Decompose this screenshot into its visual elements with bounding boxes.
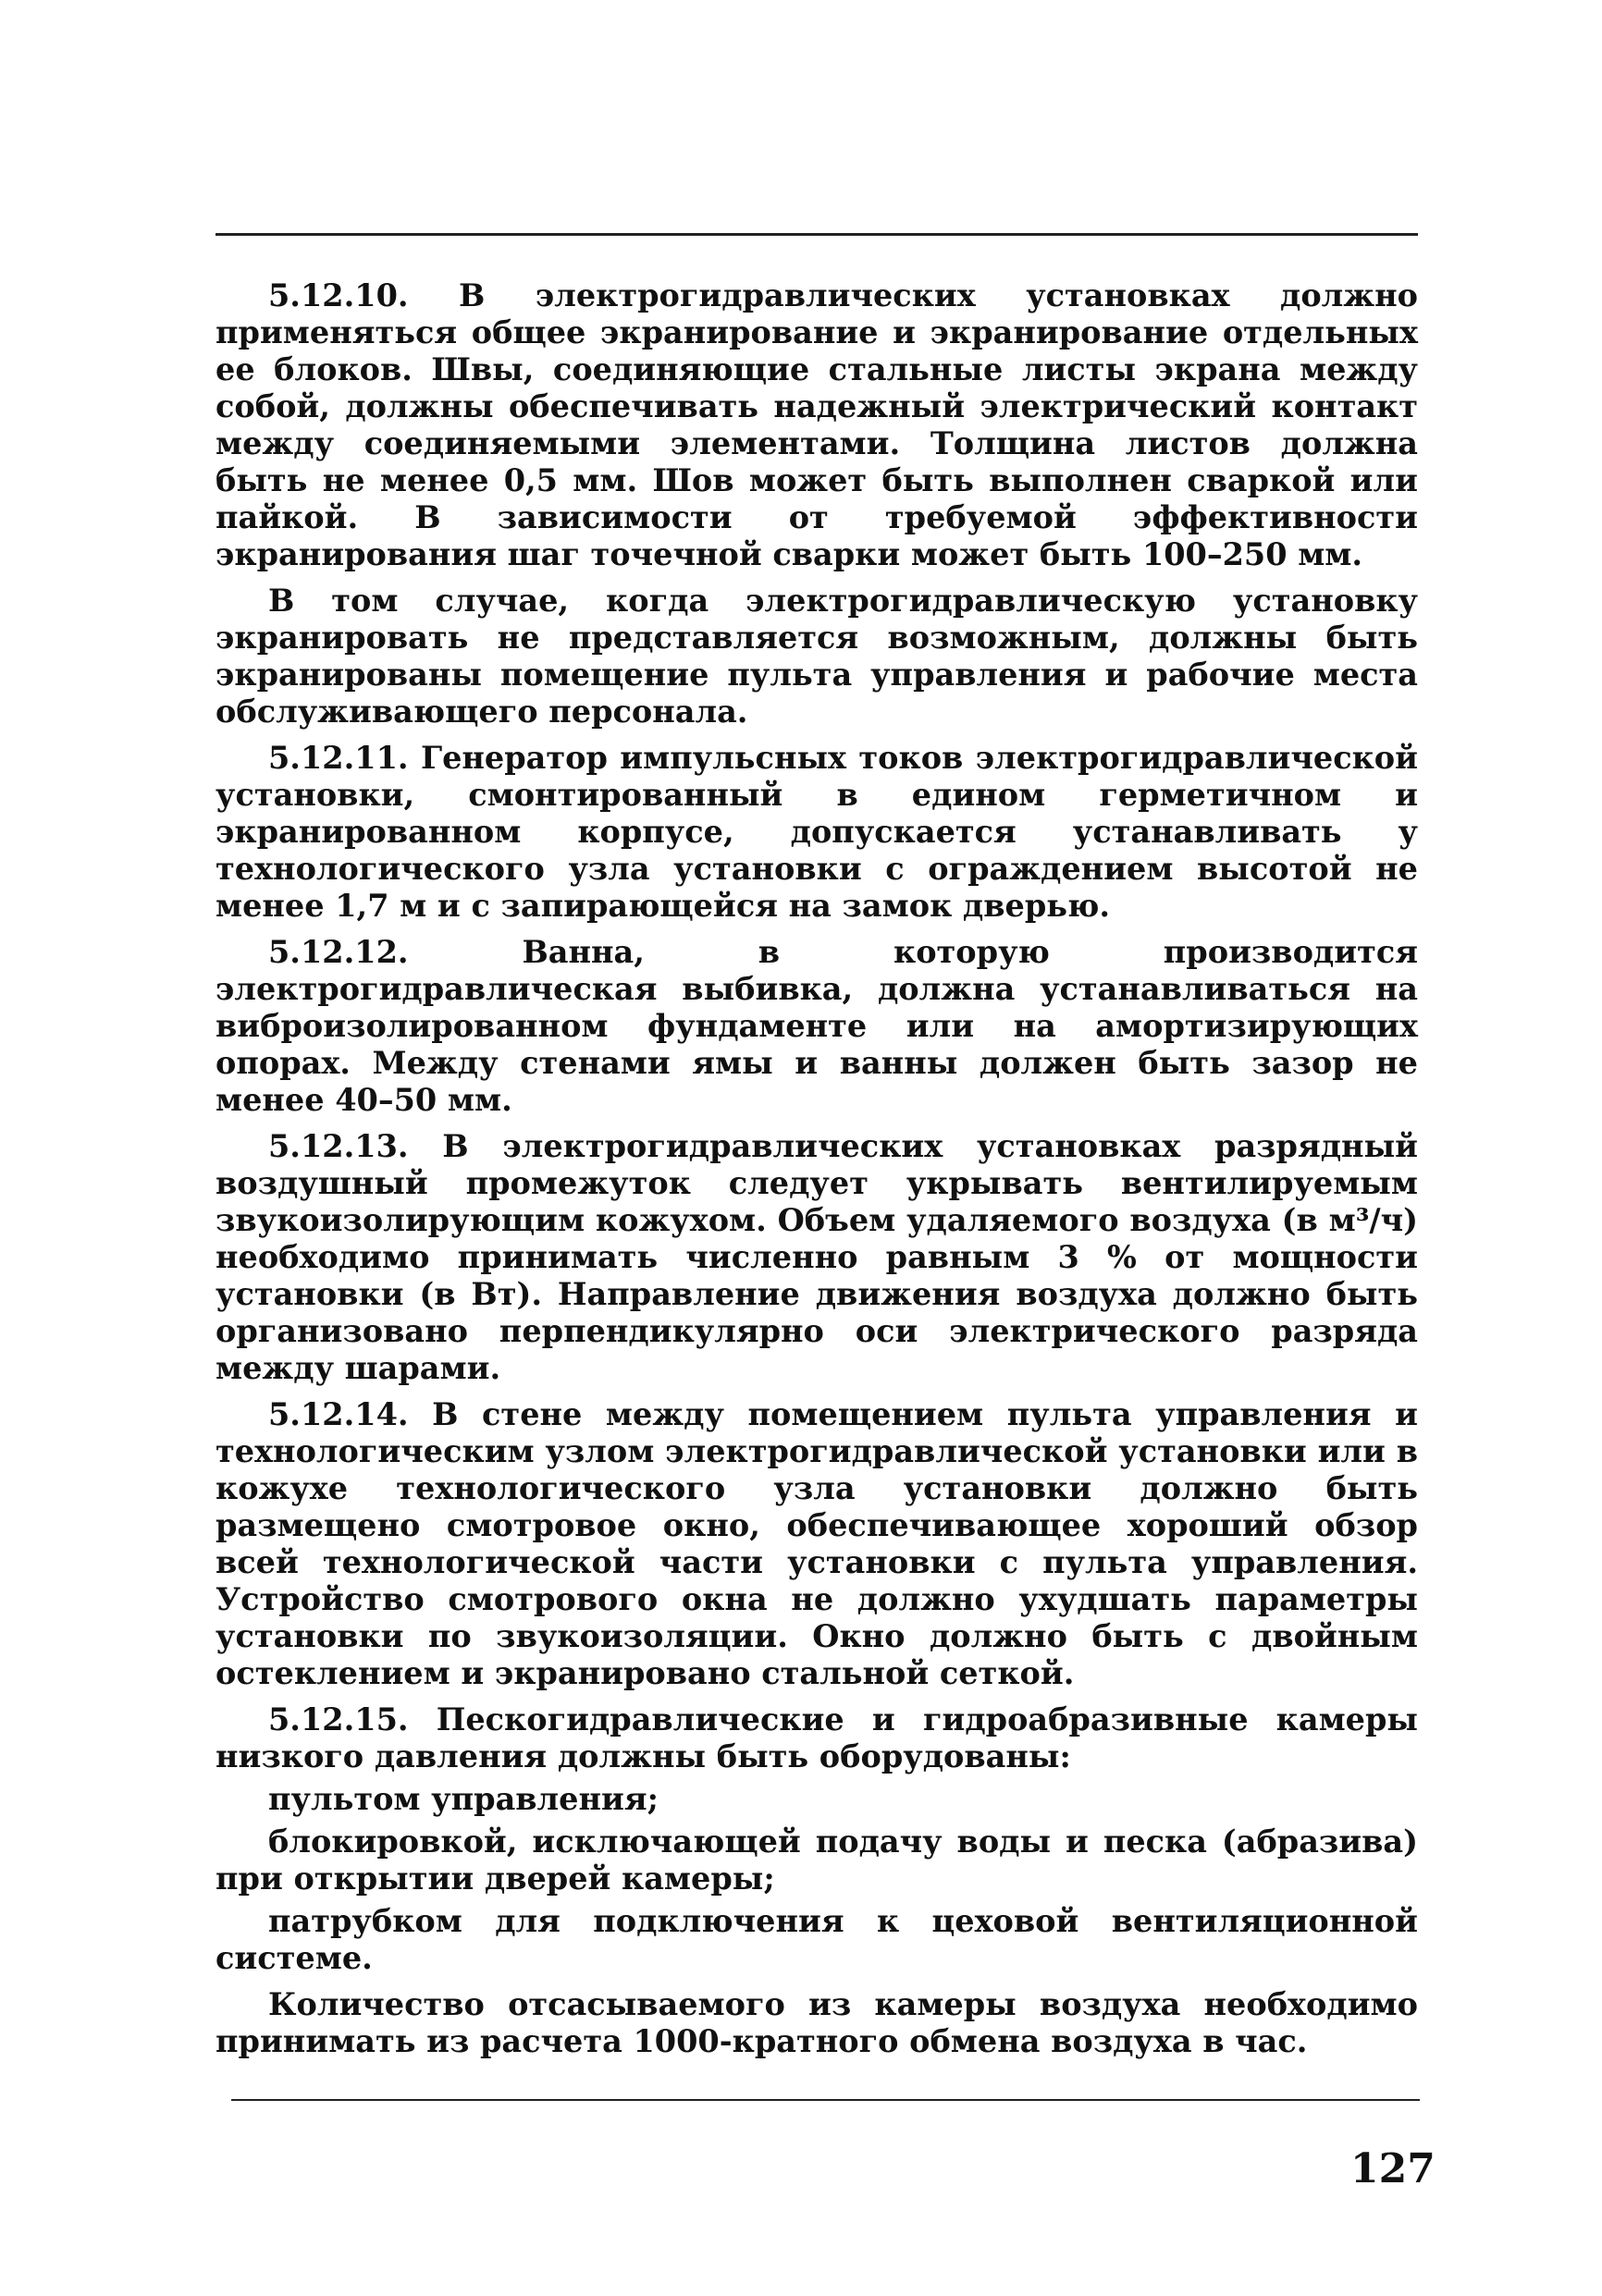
paragraph-5-12-11: 5.12.11. Генератор импульсных токов электрогидравлической установки, смонтированный в едином герметичном и экранированном корпусе, допускается устанавливать у технологического узла установки с ограждением высотой не менее 1,7 м и с запирающейся на замок дверью. — [216, 740, 1418, 924]
paragraph-5-12-14: 5.12.14. В стене между помещением пульта управления и технологическим узлом электрогидравлической установки или в кожухе технологического узла установки должно быть размещено смотровое окно, обеспечивающее хороший обзор всей технологической части установки с пульта управления. Устройство смотрового окна не должно ухудшать параметры установки по звукоизоляции. Окно должно быть с двойным остеклением и экранировано стальной сеткой. — [216, 1396, 1418, 1691]
paragraph-5-12-13: 5.12.13. В электрогидравлических установках разрядный воздушный промежуток следует укрывать вентилируемым звукоизолирующим кожухом. Объем удаляемого воздуха (в м³/ч) необходимо принимать численно равным 3 % от мощности установки (в Вт). Направление движения воздуха должно быть организовано перпендикулярно оси электрического разряда между шарами. — [216, 1128, 1418, 1386]
list-item-control-panel: пультом управления; — [268, 1781, 659, 1817]
bottom-rule — [231, 2099, 1420, 2101]
paragraph-5-12-10: 5.12.10. В электрогидравлических установках должно применяться общее экранирование и экранирование отдельных ее блоков. Швы, соединяющие стальные листы экрана между собой, должны обеспечивать надежный электрический контакт между соединяемыми элементами. Толщина листов должна быть не менее 0,5 мм. Шов может быть выполнен сваркой или пайкой. В зависимости от требуемой эффективности экранирования шаг точечной сварки может быть 100–250 мм. — [216, 277, 1418, 572]
paragraph-air-exchange: Количество отсасываемого из камеры воздуха необходимо принимать из расчета 1000-кратного обмена воздуха в час. — [216, 1986, 1418, 2059]
paragraph-shielding-alternative: В том случае, когда электрогидравлическую установку экранировать не представляется возможным, должны быть экранированы помещение пульта управления и рабочие места обслуживающего персонала. — [216, 583, 1418, 730]
list-item-interlock: блокировкой, исключающей подачу воды и песка (абразива) при открытии дверей камеры; — [216, 1823, 1418, 1897]
list-item-ventilation-pipe: патрубком для подключения к цеховой вентиляционной системе. — [216, 1903, 1418, 1976]
document-body — [216, 277, 1418, 2069]
paragraph-5-12-12: 5.12.12. Ванна, в которую производится электрогидравлическая выбивка, должна устанавливаться на виброизолированном фундаменте или на амортизирующих опорах. Между стенами ямы и ванны должен быть зазор не менее 40–50 мм. — [216, 934, 1418, 1118]
paragraph-5-12-15: 5.12.15. Пескогидравлические и гидроабразивные камеры низкого давления должны быть оборудованы: — [216, 1701, 1418, 1774]
top-rule — [216, 233, 1418, 236]
page-number: 127 — [1350, 2145, 1436, 2192]
